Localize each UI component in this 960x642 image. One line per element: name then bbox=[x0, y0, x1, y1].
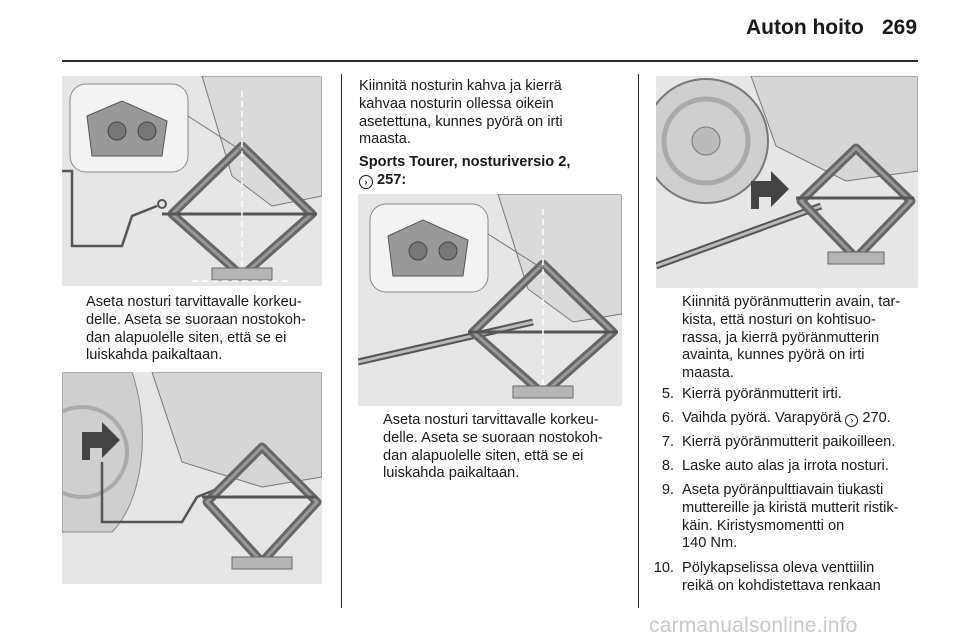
subheading-sports-tourer bbox=[359, 154, 570, 190]
list-item-step-9 bbox=[650, 482, 899, 553]
page-ref[interactable]: 257: bbox=[377, 171, 407, 188]
step-text: käin. Kiristysmomentti on bbox=[682, 517, 845, 534]
caption-line: rassa, ja kierrä pyöränmutterin bbox=[682, 329, 880, 346]
step-number: 8. bbox=[661, 458, 674, 474]
step-text: Pölykapselissa oleva venttiilin bbox=[682, 560, 875, 576]
page-header-title: Auton hoito bbox=[746, 16, 864, 39]
column-divider-2 bbox=[638, 74, 639, 608]
text-line: maasta. bbox=[359, 131, 411, 148]
step-number: 10. bbox=[653, 560, 674, 576]
caption-line: kista, että nosturi on kohtisuo- bbox=[682, 311, 876, 328]
text-line: asetettuna, kunnes pyörä on irti bbox=[359, 113, 563, 130]
step-number: 5. bbox=[661, 386, 674, 402]
caption-jack-placement bbox=[86, 294, 306, 365]
text-line: kahvaa nosturin ollessa oikein bbox=[359, 95, 554, 112]
subheading-ref bbox=[359, 172, 570, 190]
step-text: 140 Nm. bbox=[682, 535, 738, 552]
caption-line: dan alapuolelle siten, että se ei bbox=[383, 447, 584, 464]
arrow-ref-icon[interactable]: › bbox=[845, 414, 858, 427]
page-ref[interactable]: 270. bbox=[858, 410, 891, 426]
caption-line: luiskahda paikaltaan. bbox=[383, 465, 520, 482]
subheading-line: Sports Tourer, nosturiversio 2, bbox=[359, 154, 571, 170]
caption-line: Kiinnitä pyöränmutterin avain, tar- bbox=[682, 294, 901, 310]
column-divider-1 bbox=[341, 74, 342, 608]
illustration-wheel-wrench bbox=[656, 76, 918, 288]
step-number: 7. bbox=[661, 434, 674, 450]
list-item-step-7 bbox=[650, 434, 895, 452]
list-item-step-5 bbox=[650, 386, 842, 404]
arrow-ref-icon[interactable]: › bbox=[359, 175, 373, 189]
caption-wheel-wrench bbox=[682, 294, 900, 383]
step-text bbox=[682, 410, 891, 428]
caption-jack-sports-tourer bbox=[383, 412, 603, 483]
caption-line: Aseta nosturi tarvittavalle korkeu- bbox=[86, 294, 302, 310]
step-text: Laske auto alas ja irrota nosturi. bbox=[682, 458, 889, 474]
step-text-part: Vaihda pyörä. Varapyörä bbox=[682, 410, 846, 426]
header-rule bbox=[62, 60, 918, 62]
illustration-jack-placement bbox=[62, 76, 322, 286]
caption-line: delle. Aseta se suoraan nostokoh- bbox=[383, 429, 603, 446]
step-number: 9. bbox=[661, 482, 674, 498]
step-number: 6. bbox=[661, 410, 674, 426]
list-item-step-10 bbox=[650, 560, 881, 596]
step-text: muttereille ja kiristä mutterit ristik- bbox=[682, 499, 899, 516]
step-text: reikä on kohdistettava renkaan bbox=[682, 577, 881, 594]
illustration-jack-handle bbox=[62, 372, 322, 584]
step-text: Kierrä pyöränmutterit irti. bbox=[682, 386, 842, 402]
step-text: Aseta pyöränpulttiavain tiukasti bbox=[682, 482, 884, 498]
illustration-jack-sports-tourer bbox=[358, 194, 622, 406]
caption-line: dan alapuolelle siten, että se ei bbox=[86, 329, 287, 346]
page-number: 269 bbox=[882, 16, 918, 39]
watermark: carmanualsonline.info bbox=[649, 614, 858, 637]
caption-line: avainta, kunnes pyörä on irti bbox=[682, 347, 865, 364]
caption-line: luiskahda paikaltaan. bbox=[86, 347, 223, 364]
list-item-step-6 bbox=[650, 410, 891, 428]
instruction-turn-handle bbox=[359, 78, 563, 149]
list-item-step-8 bbox=[650, 458, 889, 476]
text-line: Kiinnitä nosturin kahva ja kierrä bbox=[359, 78, 562, 94]
caption-line: Aseta nosturi tarvittavalle korkeu- bbox=[383, 412, 599, 428]
caption-line: delle. Aseta se suoraan nostokoh- bbox=[86, 311, 306, 328]
caption-line: maasta. bbox=[682, 365, 734, 382]
step-text: Kierrä pyöränmutterit paikoilleen. bbox=[682, 434, 896, 450]
